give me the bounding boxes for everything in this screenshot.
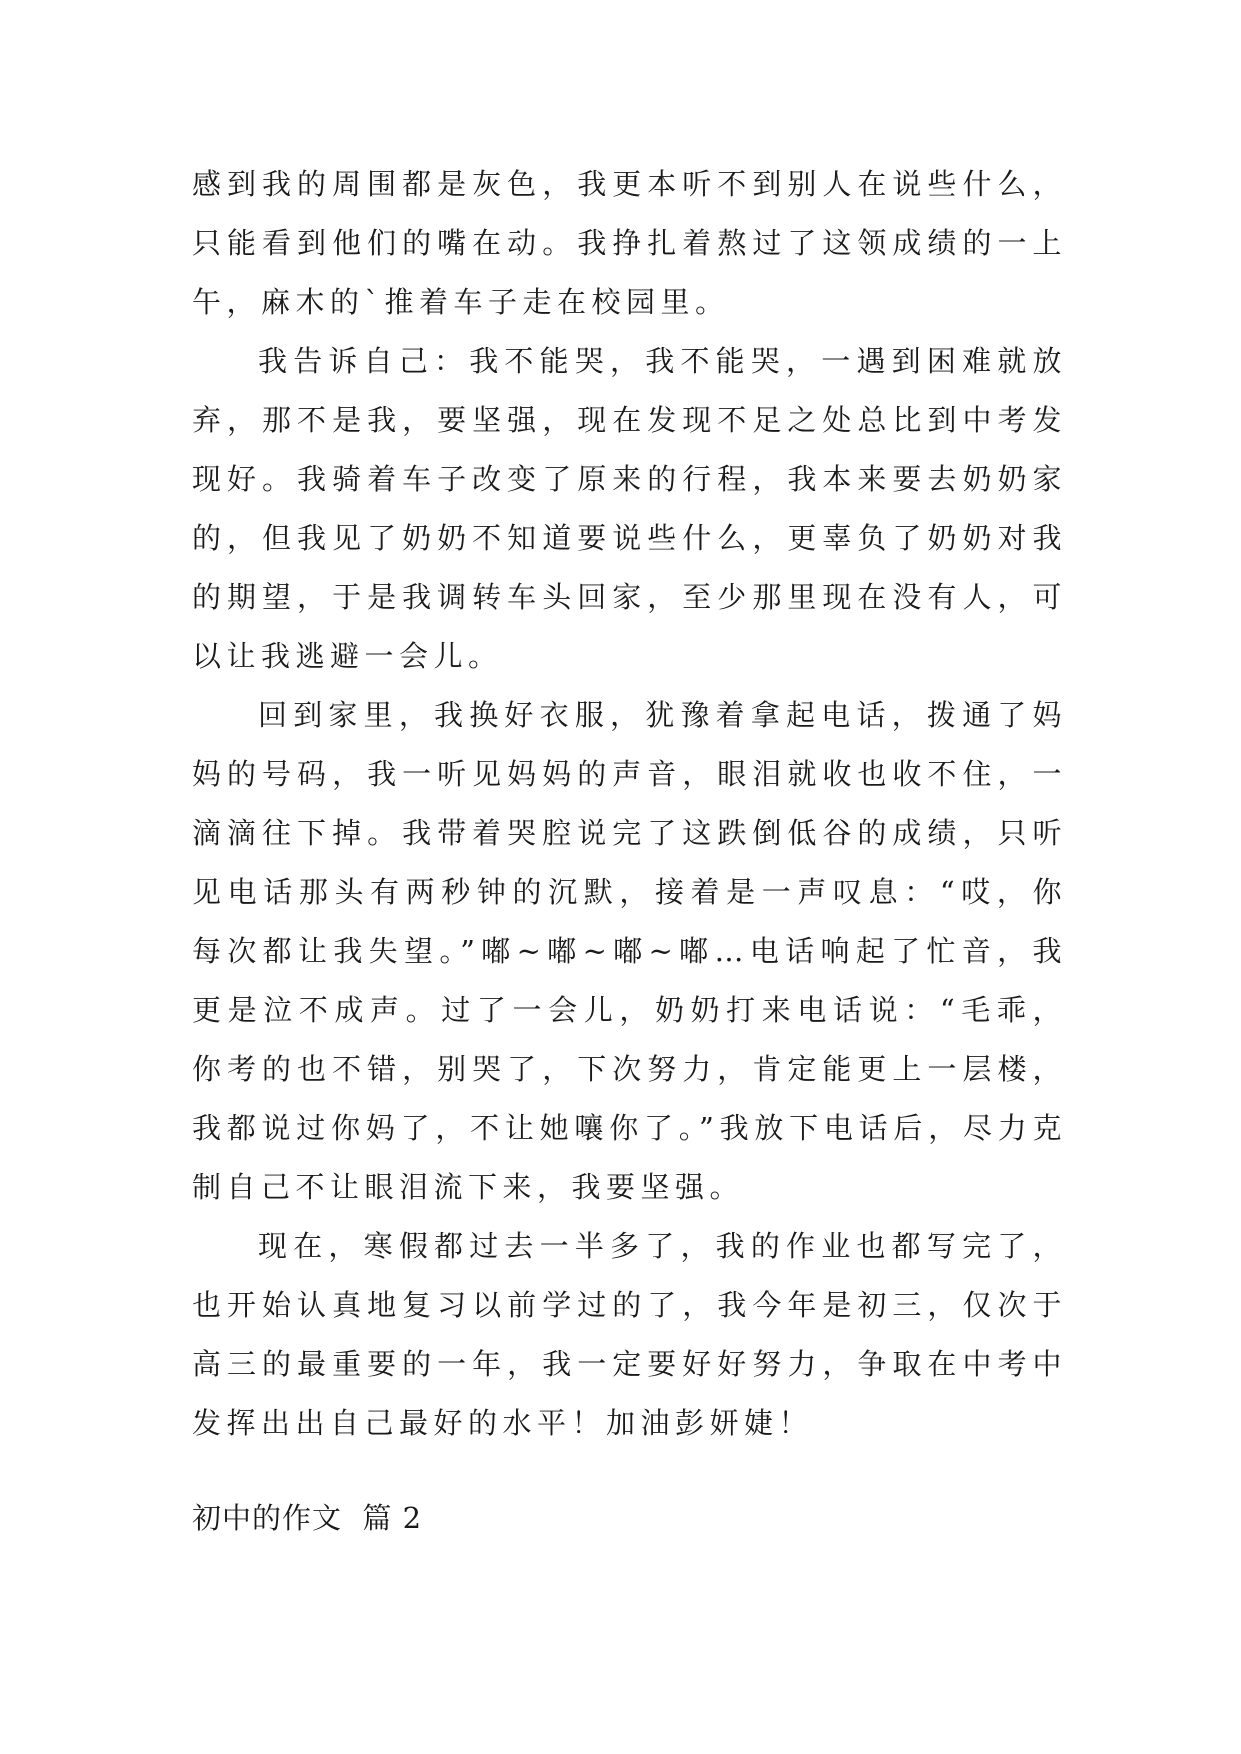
essay-paragraph-4: 现在，寒假都过去一半多了，我的作业也都写完了，也开始认真地复习以前学过的了，我今年是初三，仅次于高三的最重要的一年，我一定要好好努力，争取在中考中发挥出出自己最好的水平！加油彭妍婕！ [192, 1229, 1067, 1440]
essay-paragraph-2: 我告诉自己：我不能哭，我不能哭，一遇到困难就放弃，那不是我，要坚强，现在发现不足之处总比到中考发现好。我骑着车子改变了原来的行程，我本来要去奶奶家的，但我见了奶奶不知道要说些什么，更辜负了奶奶对我的期望，于是我调转车头回家，至少那里现在没有人，可以让我逃避一会儿。 [192, 344, 1067, 673]
essay-paragraph-3: 回到家里，我换好衣服，犹豫着拿起电话，拨通了妈妈的号码，我一听见妈妈的声音，眼泪就收也收不住，一滴滴往下掉。我带着哭腔说完了这跌倒低谷的成绩，只听见电话那头有两秒钟的沉默，接着是一声叹息：“哎，你每次都让我失望。”嘟~嘟~嘟~嘟…电话响起了忙音，我更是泣不成声。过了一会儿，奶奶打来电话说：“毛乖，你考的也不错，别哭了，下次努力，肯定能更上一层楼，我都说过你妈了，不让她嚷你了。”我放下电话后，尽力克制自己不让眼泪流下来，我要坚强。 [192, 698, 1067, 1204]
essay-paragraph-1: 感到我的周围都是灰色，我更本听不到别人在说些什么，只能看到他们的嘴在动。我挣扎着熬过了这领成绩的一上午，麻木的`推着车子走在校园里。 [192, 167, 1067, 319]
section-title: 初中的作文 篇 2 [192, 1501, 423, 1535]
essay-body [192, 155, 1067, 1453]
